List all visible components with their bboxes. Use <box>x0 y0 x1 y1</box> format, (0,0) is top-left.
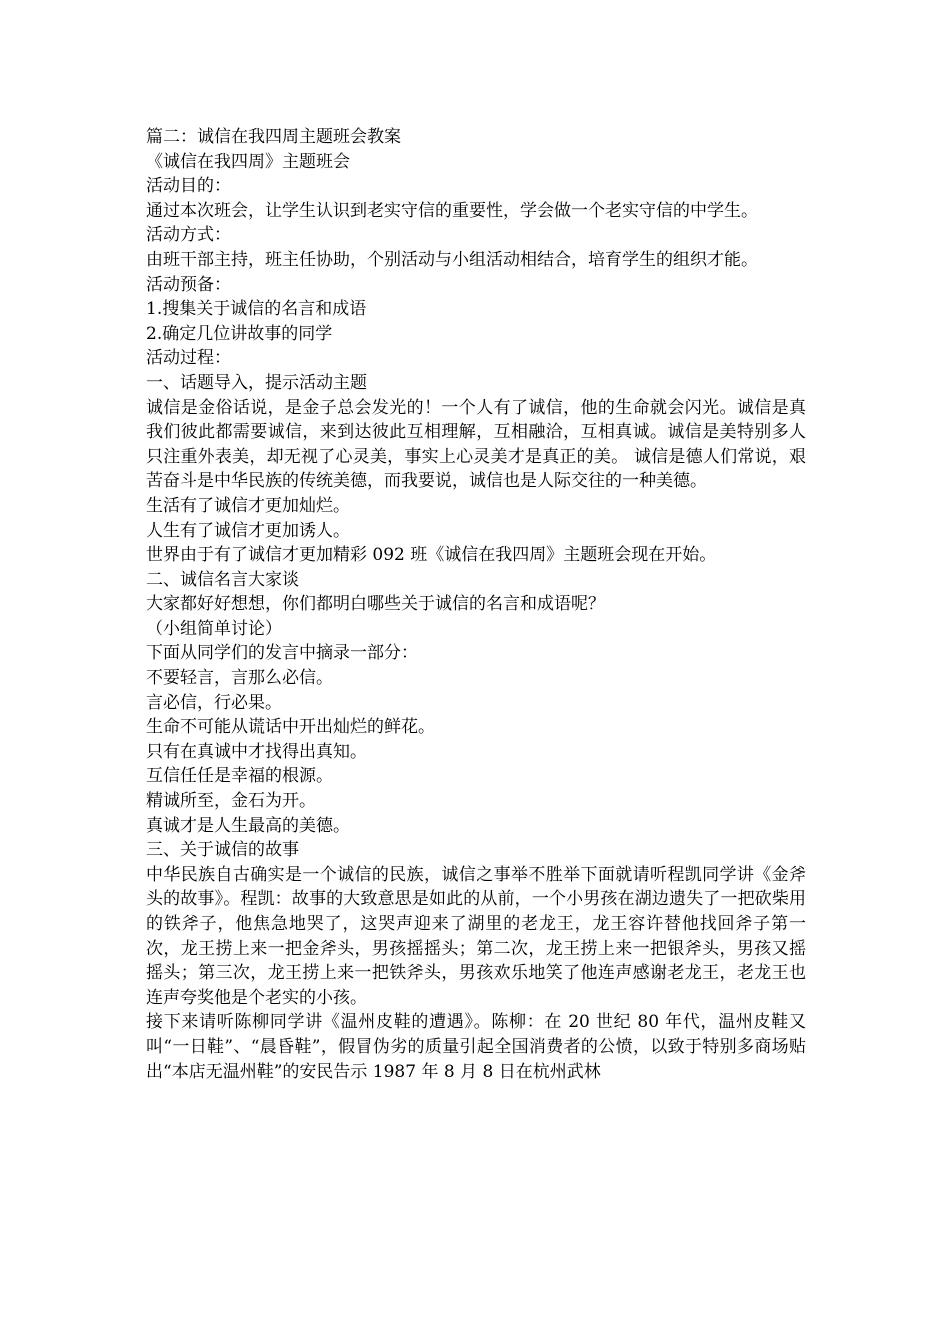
document-title: 《诚信在我四周》主题班会 <box>146 151 350 172</box>
quote-item: 言必信，行必果。 <box>146 692 282 713</box>
paragraph: （小组简单讨论） <box>146 618 282 639</box>
subsection-heading: 一、话题导入，提示活动主题 <box>146 372 367 393</box>
paragraph: 通过本次班会，让学生认识到老实守信的重要性，学会做一个老实守信的中学生。 <box>146 200 758 221</box>
paragraph: 人生有了诚信才更加诱人。 <box>146 520 350 541</box>
quote-item: 生命不可能从谎话中开出灿烂的鲜花。 <box>146 717 435 738</box>
section-heading: 篇二：诚信在我四周主题班会教案 <box>146 127 401 147</box>
paragraph: 诚信是金俗话说，是金子总会发光的！一个人有了诚信，他的生命就会闪光。诚信是真我们彼此都需要诚信，来到达彼此互相理解，互相融洽，互相真诚。诚信是美特别多人只注重外表美，却无视了心灵美，事实上心灵美才是真正的美。 诚信是德人们常说，艰苦奋斗是中华民族的传统美德，而我要说，诚信也是人际交往的一种美德。 <box>146 397 806 492</box>
section-label: 活动方式： <box>146 225 231 246</box>
quote-item: 真诚才是人生最高的美德。 <box>146 815 350 836</box>
section-label: 活动预备： <box>146 274 231 295</box>
section-label: 活动过程： <box>146 348 231 369</box>
paragraph: 下面从同学们的发言中摘录一部分： <box>146 643 418 664</box>
list-item: 1.搜集关于诚信的名言和成语 <box>146 299 367 320</box>
subsection-heading: 三、关于诚信的故事 <box>146 840 299 861</box>
list-item: 2.确定几位讲故事的同学 <box>146 323 333 344</box>
quote-item: 互信任任是幸福的根源。 <box>146 766 333 787</box>
paragraph: 中华民族自古确实是一个诚信的民族，诚信之事举不胜举下面就请听程凯同学讲《金斧头的故事》。程凯：故事的大致意思是如此的从前，一个小男孩在湖边遗失了一把砍柴用的铁斧子，他焦急地哭了，这哭声迎来了湖里的老龙王，龙王容许替他找回斧子第一次，龙王捞上来一把金斧头，男孩摇摇头；第二次，龙王捞上来一把银斧头，男孩又摇摇头；第三次，龙王捞上来一把铁斧头，男孩欢乐地笑了他连声感谢老龙王，老龙王也连声夸奖他是个老实的小孩。 <box>146 864 806 1008</box>
quote-item: 不要轻言，言那么必信。 <box>146 668 333 689</box>
quote-item: 精诚所至，金石为开。 <box>146 791 316 812</box>
paragraph: 由班干部主持，班主任协助，个别活动与小组活动相结合，培育学生的组织才能。 <box>146 249 758 270</box>
paragraph: 生活有了诚信才更加灿烂。 <box>146 495 350 516</box>
section-label: 活动目的： <box>146 176 231 197</box>
quote-item: 只有在真诚中才找得出真知。 <box>146 741 367 762</box>
subsection-heading: 二、诚信名言大家谈 <box>146 569 299 590</box>
document-body <box>146 125 806 1084</box>
paragraph: 世界由于有了诚信才更加精彩 092 班《诚信在我四周》主题班会现在开始。 <box>146 545 717 566</box>
paragraph: 接下来请听陈柳同学讲《温州皮鞋的遭遇》。陈柳：在 20 世纪 80 年代，温州皮鞋又叫“一日鞋”、“晨昏鞋”，假冒伪劣的质量引起全国消费者的公愤，以致于特别多商场贴出“本店无温州鞋”的安民告示 1987 年 8 月 8 日在杭州武林 <box>146 1012 806 1082</box>
paragraph: 大家都好好想想，你们都明白哪些关于诚信的名言和成语呢？ <box>146 594 605 615</box>
